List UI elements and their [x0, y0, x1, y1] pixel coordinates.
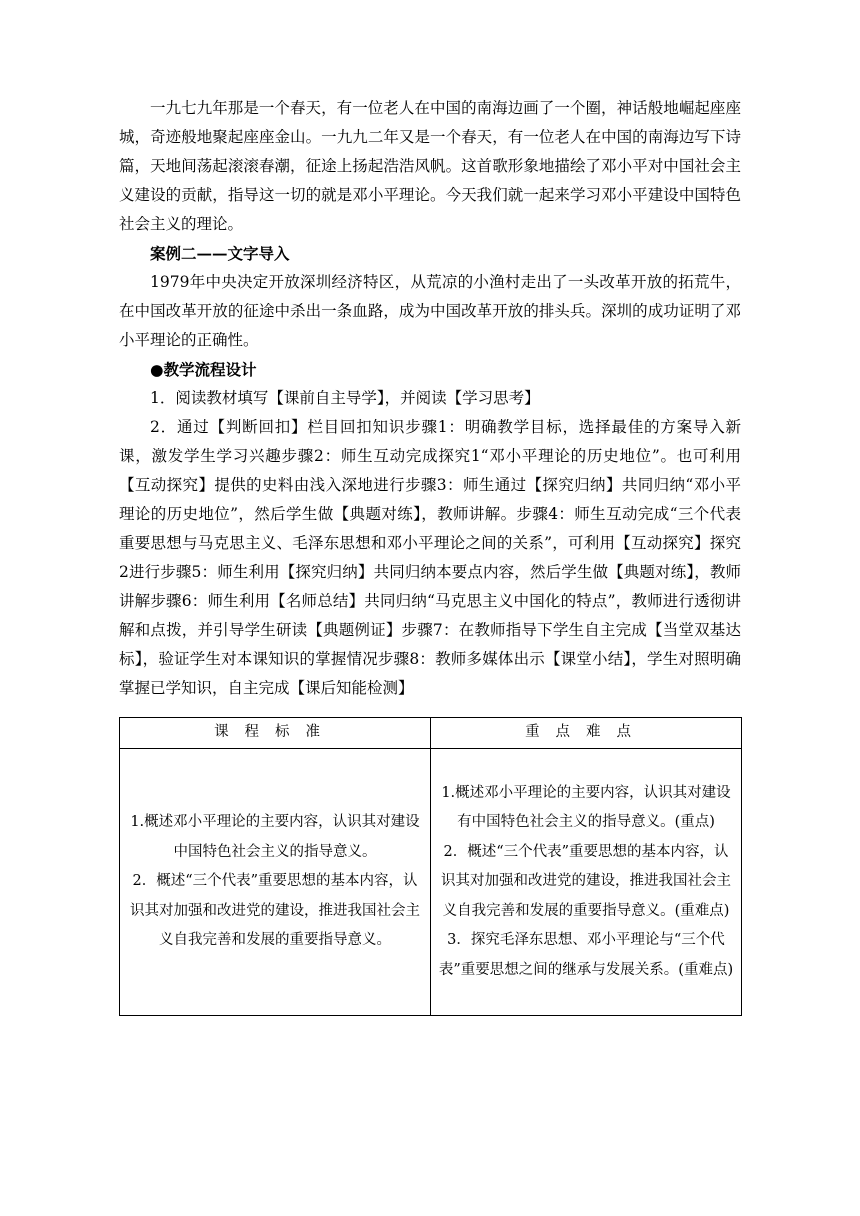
key-point-item-2: 2．概述“三个代表”重要思想的基本内容，认识其对加强和改进党的建设，推进我国社会主义自我完善和发展的重要指导意义。(重难点): [441, 843, 731, 919]
course-standard-item-2: 2．概述“三个代表”重要思想的基本内容，认识其对加强和改进党的建设，推进我国社会主义自我完善和发展的重要指导意义。: [130, 873, 420, 949]
flow-step-2: 2．通过【判断回扣】栏目回扣知识步骤1：明确教学目标，选择最佳的方案导入新课，激发学生学习兴趣步骤2：师生互动完成探究1“邓小平理论的历史地位”。也可利用【互动探究】提供的史料由浅入深地进行步骤3：师生通过【探究归纳】共同归纳“邓小平理论的历史地位”，然后学生做【典题对练】，教师讲解。步骤4：师生互动完成“三个代表重要思想与马克思主义、毛泽东思想和邓小平理论之间的关系”，可利用【互动探究】探究2进行步骤5：师生利用【探究归纳】共同归纳本要点内容，然后学生做【典题对练】，教师讲解步骤6：师生利用【名师总结】共同归纳“马克思主义中国化的特点”，教师进行透彻讲解和点拨，并引导学生研读【典题例证】步骤7：在教师指导下学生自主完成【当堂双基达标】，验证学生对本课知识的掌握情况步骤8：教师多媒体出示【课堂小结】，学生对照明确掌握已学知识，自主完成【课后知能检测】: [119, 418, 741, 697]
flow-step-1: 1．阅读教材填写【课前自主导学】，并阅读【学习思考】: [150, 389, 540, 407]
case2-heading: 案例二——文字导入: [150, 244, 290, 263]
table-row: [120, 749, 742, 1016]
document-body: [119, 94, 741, 703]
table-header-row: [120, 718, 742, 749]
course-standard-cell: [120, 749, 431, 1016]
intro-paragraph: 一九七九年那是一个春天，有一位老人在中国的南海边画了一个圈，神话般地崛起座座城，奇迹般地聚起座座金山。一九九二年又是一个春天，有一位老人在中国的南海边写下诗篇，天地间荡起滚滚春潮，征途上扬起浩浩风帆。这首歌形象地描绘了邓小平对中国社会主义建设的贡献，指导这一切的就是邓小平理论。今天我们就一起来学习邓小平建设中国特色社会主义的理论。: [119, 99, 741, 233]
key-point-item-1: 1.概述邓小平理论的主要内容，认识其对建设有中国特色社会主义的指导意义。(重点): [441, 784, 731, 831]
curriculum-table: [119, 717, 742, 1016]
key-point-item-3: 3．探究毛泽东思想、邓小平理论与“三个代表”重要思想之间的继承与发展关系。(重难点): [438, 932, 734, 978]
flow-heading: ●教学流程设计: [150, 360, 257, 379]
case2-paragraph: 1979年中央决定开放深圳经济特区，从荒凉的小渔村走出了一头改革开放的拓荒牛，在中国改革开放的征途中杀出一条血路，成为中国改革开放的排头兵。深圳的成功证明了邓小平理论的正确性。: [119, 273, 741, 349]
header-course-standard: 课程标准: [120, 718, 431, 749]
key-points-cell: [431, 749, 742, 1016]
course-standard-item-1: 1.概述邓小平理论的主要内容，认识其对建设中国特色社会主义的指导意义。: [130, 814, 420, 860]
header-key-difficult-points: 重点难点: [431, 718, 742, 749]
